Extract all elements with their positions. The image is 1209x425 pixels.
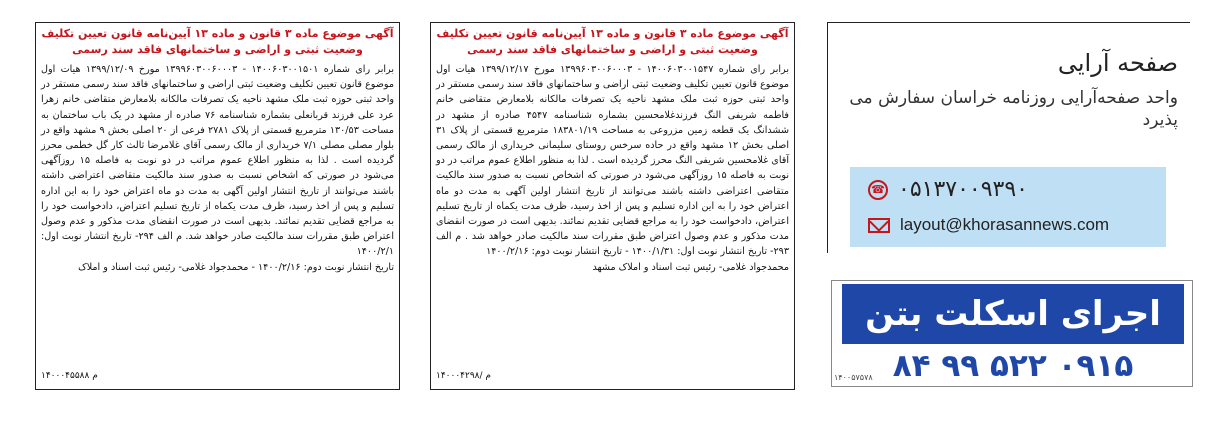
phone-row xyxy=(868,177,1028,202)
ad-title: آگهی موضوع ماده ۳ قانون و ماده ۱۳ آیین‌نامه قانون تعیین تکلیف وضعیت ثبتی و اراضی و ساختمانهای فاقد سند رسمی xyxy=(436,27,789,56)
concrete-skeleton-banner xyxy=(831,280,1193,387)
ad-code: ۱۴۰۰۰۴۲۹۸/ م xyxy=(436,371,491,381)
phone-icon: ☎ xyxy=(868,180,888,200)
mail-icon xyxy=(868,218,890,233)
promo-heading: صفحه آرایی xyxy=(1057,49,1178,77)
ad-body: برابر رای شماره ۱۴۰۰۶۰۳۰۰۱۵۰۱ - ۱۳۹۹۶۰۳۰۰۶۰۰۰۳ مورخ ۱۳۹۹/۱۲/۰۹ هیات اول موضوع قانون تعیین تکلیف وضعیت ثبتی اراضی و ساختمانهای فاقد سند رسمی مستقر در واحد ثبتی حوزه ثبت ملک مشهد ناحیه یک تصرفات مالکانه بلامعارض متقاضی خانم زهرا عرد علی فرزند قربانعلی بشماره شناسنامه ۷۶ صادره از مشهد در یک باب ساختمان به مساحت ۱۳۰/۵۳ مترمربع قسمتی از پلاک ۲۷۸۱ فرعی از ۲۰ اصلی بخش ۹ مشهد واقع در بلوار مصلی مصلی ۷/۱ خریداری از مالک رسمی آقای غلامرضا ثالث کار گل خطمی محرز گردیده است . لذا به منظور اطلاع عموم مراتب در دو نوبت به فاصله ۱۵ روزآگهی می‌شود در صورتی که اشخاص نسبت به صدور سند مالکیت متقاضی اعتراضی داشته باشند می‌توانند از تاریخ انتشار اولین آگهی به مدت دو ماه اعتراض خود را به این اداره تسلیم و پس از اخذ رسید، ظرف مدت یکماه از تاریخ تسلیم اعتراض، دادخواست خود را به مراجع قضایی تقدیم نمائند. بدیهی است در صورت انقضای مدت مذکور و عدم وصول اعتراض طبق مقررات سند مالکیت صادر خواهد شد. م الف ۲۹۴- تاریخ انتشار نوبت اول: ۱۴۰۰/۲/۱ تاریخ انتشار نوبت دوم: ۱۴۰۰/۲/۱۶ - محمدجواد غلامی- رئیس ثبت اسناد و املاک xyxy=(41,64,395,273)
banner-phone[interactable]: ۰۹۱۵ ۵۲۲ ۹۹ ۸۴ xyxy=(842,347,1184,385)
ad-title: آگهی موضوع ماده ۳ قانون و ماده ۱۳ آیین‌نامه قانون تعیین تکلیف وضعیت ثبتی و اراضی و ساختمانهای فاقد سند رسمی xyxy=(41,27,394,56)
contact-box xyxy=(850,167,1166,247)
phone-number[interactable]: ۰۵۱۳۷۰۰۹۳۹۰ xyxy=(898,177,1028,202)
ad-footer xyxy=(431,369,794,383)
ad-code: ۱۴۰۰۰۴۵۵۸۸ م xyxy=(41,371,98,381)
email-row xyxy=(868,215,1109,235)
promo-subtitle: واحد صفحه‌آرایی روزنامه خراسان سفارش می پذیرد xyxy=(849,88,1178,130)
legal-ad-right xyxy=(430,22,795,390)
banner-title: اجرای اسکلت بتن xyxy=(842,284,1184,344)
email-address[interactable]: layout@khorasannews.com xyxy=(900,215,1110,234)
banner-code: ۱۴۰۰۵۷۵۷۸ xyxy=(834,373,873,382)
legal-ad-left xyxy=(35,22,400,390)
layout-service-promo xyxy=(827,22,1190,253)
ad-body: برابر رای شماره ۱۴۰۰۶۰۳۰۰۱۵۴۷ - ۱۳۹۹۶۰۳۰۰۶۰۰۰۳ مورخ ۱۳۹۹/۱۲/۱۷ هیات اول موضوع قانون تعیین تکلیف وضعیت ثبتی اراضی و ساختمانهای فاقد سند رسمی مستقر در واحد ثبتی حوزه ثبت ملک مشهد ناحیه یک تصرفات مالکانه بلامعارض متقاضی خانم فاطمه شریفی النگ فرزندغلامحسین بشماره شناسنامه ۴۵۴۷ صادره از مشهد در ششدانگ یک قطعه زمین مزروعی به مساحت ۱۸۳۸۰۱/۱۹ مترمربع قسمتی از پلاک ۳۱ اصلی بخش ۱۲ مشهد واقع در حاده سرخس روستای سلیمانی خریداری از مالک رسمی آقای غلامحسین شریفی النگ محرز گردیده است . لذا به منظور اطلاع عموم مراتب در دو نوبت به فاصله ۱۵ روزآگهی می‌شود در صورتی که اشخاص نسبت به صدور سند مالکیت متقاضی اعتراضی داشته باشند می‌توانند از تاریخ انتشار اولین آگهی به مدت دو ماه اعتراض خود را به این اداره تسلیم و پس از اخذ رسید، ظرف مدت یکماه از تاریخ تسلیم اعتراض، دادخواست خود را به مراجع قضایی تقدیم نمائند. بدیهی است در صورت انقضای مدت مذکور و عدم وصول اعتراض طبق مقررات سند مالکیت صادر خواهد شد . م الف ۲۹۳- تاریخ انتشار نوبت اول: ۱۴۰۰/۱/۳۱ - تاریخ انتشار نوبت دوم: ۱۴۰۰/۲/۱۶ محمدجواد غلامی- رئیس ثبت اسناد و املاک مشهد xyxy=(436,64,790,273)
ad-footer xyxy=(36,369,399,383)
